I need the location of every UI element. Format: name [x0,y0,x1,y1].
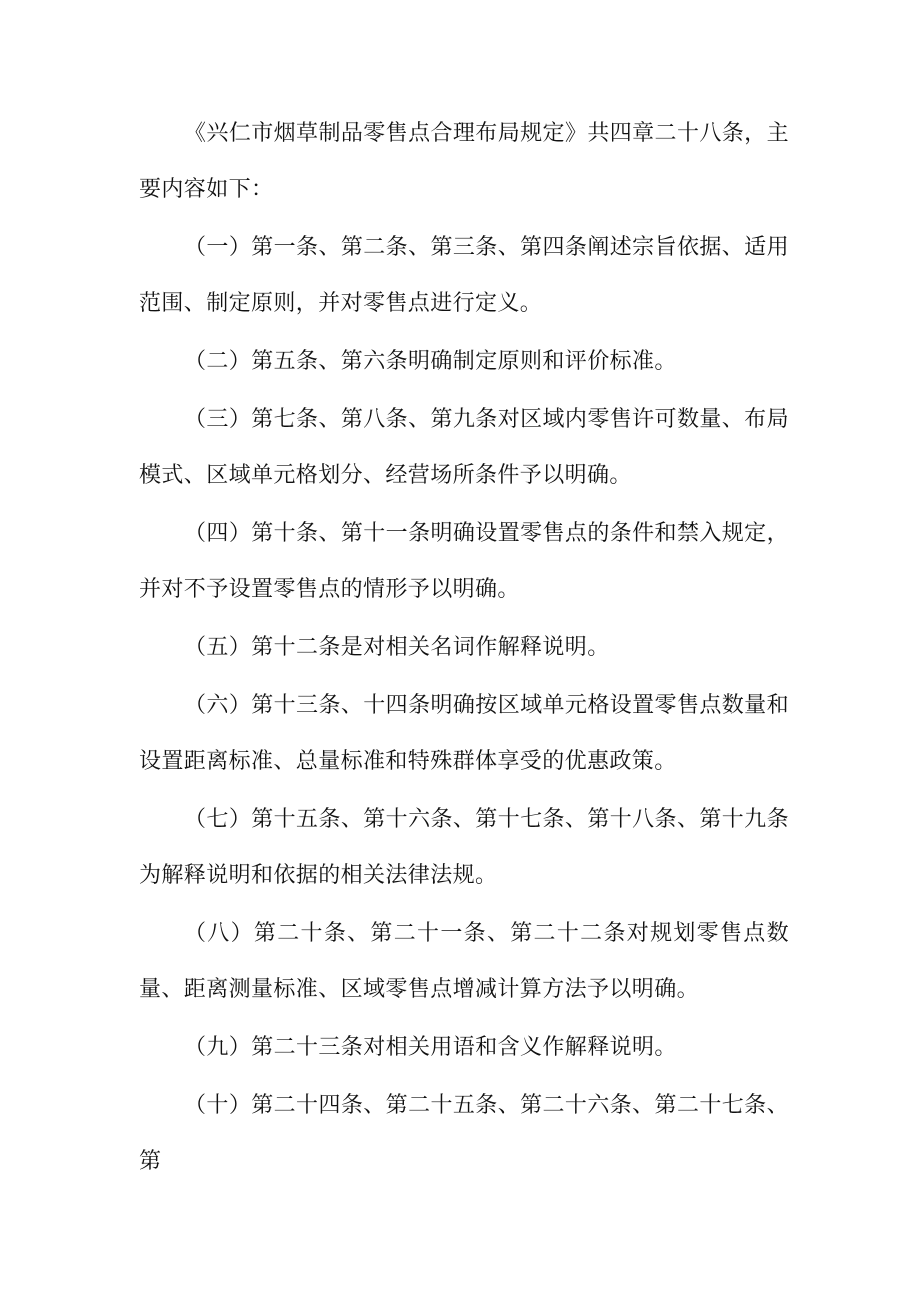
item-9-paragraph: （九）第二十三条对相关用语和含义作解释说明。 [184,1035,677,1060]
intro-paragraph: 《兴仁市烟草制品零售点合理布局规定》共四章二十八条，主要内容如下： [139,121,789,202]
item-5-paragraph: （五）第十二条是对相关名词作解释说明。 [184,635,610,660]
item-2-paragraph: （二）第五条、第六条明确制定原则和评价标准。 [184,349,677,374]
item-10-paragraph: （十）第二十四条、第二十五条、第二十六条、第二十七条、第 [139,1093,789,1174]
item-8-paragraph: （八）第二十条、第二十一条、第二十二条对规划零售点数量、距离测量标准、区域零售点增减计算方法予以明确。 [139,921,789,1002]
item-4-paragraph: （四）第十条、第十一条明确设置零售点的条件和禁入规定，并对不予设置零售点的情形予以明确。 [139,521,789,602]
item-3-paragraph: （三）第七条、第八条、第九条对区域内零售许可数量、布局模式、区域单元格划分、经营场所条件予以明确。 [139,407,789,488]
item-1-paragraph: （一）第一条、第二条、第三条、第四条阐述宗旨依据、适用范围、制定原则，并对零售点进行定义。 [139,235,789,316]
item-7-paragraph: （七）第十五条、第十六条、第十七条、第十八条、第十九条为解释说明和依据的相关法律法规。 [139,807,789,888]
item-6-paragraph: （六）第十三条、十四条明确按区域单元格设置零售点数量和设置距离标准、总量标准和特殊群体享受的优惠政策。 [139,693,789,774]
